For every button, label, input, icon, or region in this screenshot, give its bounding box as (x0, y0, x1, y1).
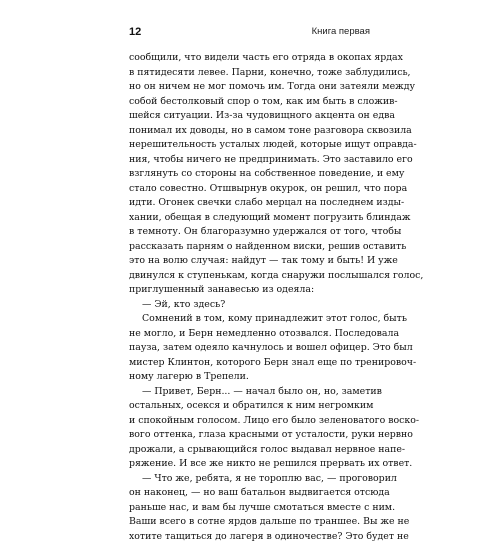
text-line: сообщили, что видели часть его отряда в окопах ярдах (129, 51, 370, 66)
text-line: раньше нас, и вам бы лучше смотаться вместе с ним. (129, 501, 370, 516)
text-line: собой бестолковый спор о том, как им быть в сложив- (129, 95, 370, 110)
text-line: понимал их доводы, но в самом тоне разговора сквозила (129, 124, 370, 139)
text-line: — Что же, ребята, я не тороплю вас, — проговорил (129, 472, 370, 487)
text-line: вого оттенка, глаза красными от усталости, руки нервно (129, 428, 370, 443)
text-line: идти. Огонек свечки слабо мерцал на последнем изды- (129, 196, 370, 211)
text-line: — Эй, кто здесь? (129, 298, 370, 313)
text-line: двинулся к ступенькам, когда снаружи послышался голос, (129, 269, 370, 284)
text-line: ному лагерю в Трепели. (129, 370, 370, 385)
text-line: Сомнений в том, кому принадлежит этот голос, быть (129, 312, 370, 327)
text-line: и спокойным голосом. Лицо его было зеленоватого воско- (129, 414, 370, 429)
text-line: не могло, и Берн немедленно отозвался. Последовала (129, 327, 370, 342)
body-text (129, 51, 370, 544)
text-line: приглушенный занавесью из одеяла: (129, 283, 370, 298)
text-line: мистер Клинтон, которого Берн знал еще по тренировоч- (129, 356, 370, 371)
text-line: дрожали, а срывающийся голос выдавал нервное напе- (129, 443, 370, 458)
text-line: в темноту. Он благоразумно удержался от того, чтобы (129, 225, 370, 240)
text-line: рассказать парням о найденном виски, решив оставить (129, 240, 370, 255)
page-header (129, 25, 370, 41)
text-line: остальных, осекся и обратился к ним негромким (129, 399, 370, 414)
text-line: но он ничем не мог помочь им. Тогда они затеяли между (129, 80, 370, 95)
text-line: хании, обещая в следующий момент погрузить блиндаж (129, 211, 370, 226)
running-head: Книга первая (312, 25, 370, 39)
text-line: стало совестно. Отшвырнув окурок, он решил, что пора (129, 182, 370, 197)
text-line: ния, чтобы ничего не предпринимать. Это заставило его (129, 153, 370, 168)
text-line: взглянуть со стороны на собственное поведение, и ему (129, 167, 370, 182)
text-line: шейся ситуации. Из-за чудовищного акцента он едва (129, 109, 370, 124)
page-number: 12 (129, 25, 141, 39)
text-line: он наконец, — но ваш батальон выдвигается отсюда (129, 486, 370, 501)
text-line: Ваши всего в сотне ярдов дальше по траншее. Вы же не (129, 515, 370, 530)
text-line: это на волю случая: найдут — так тому и быть! И уже (129, 254, 370, 269)
text-line: в пятидесяти левее. Парни, конечно, тоже заблудились, (129, 66, 370, 81)
text-line: ряжение. И все же никто не решился прервать их ответ. (129, 457, 370, 472)
text-line: хотите тащиться до лагеря в одиночестве? Это будет не (129, 530, 370, 544)
text-line: нерешительность усталых людей, которые ищут оправда- (129, 138, 370, 153)
text-line: — Привет, Берн... — начал было он, но, заметив (129, 385, 370, 400)
text-line: пауза, затем одеяло качнулось и вошел офицер. Это был (129, 341, 370, 356)
